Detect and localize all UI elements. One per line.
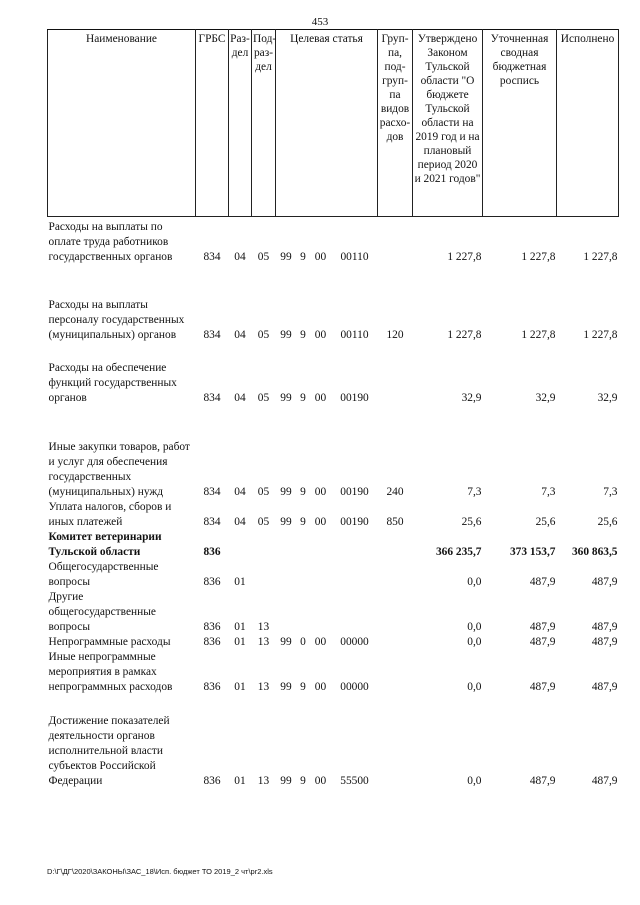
row-group — [378, 220, 413, 265]
row-spacer — [48, 695, 619, 711]
header-executed: Исполнено — [557, 30, 619, 217]
row-razdel: 04 — [234, 516, 246, 528]
row-executed: 487,9 — [591, 621, 618, 633]
row-target-subprogram: 00 — [314, 329, 327, 341]
row-refined: 487,9 — [529, 576, 556, 588]
row-target-direction: 55500 — [340, 775, 369, 787]
row-group — [378, 530, 413, 560]
row-approved: 0,0 — [467, 681, 482, 693]
table-row — [48, 530, 619, 560]
row-razdel: 04 — [234, 486, 246, 498]
table-row — [48, 711, 619, 789]
row-executed: 487,9 — [591, 576, 618, 588]
header-name: Наименование — [48, 30, 196, 217]
row-podrazdel: 13 — [257, 636, 270, 648]
page-number: 453 — [311, 16, 329, 28]
row-executed: 1 227,8 — [583, 251, 618, 263]
row-target-program — [276, 560, 297, 590]
row-target-program: 99 — [280, 392, 292, 404]
row-target-subprogram: 00 — [314, 636, 327, 648]
row-approved: 0,0 — [467, 775, 482, 787]
row-name: Достижение показателей деятельности органов исполнительной власти субъектов Российской Федерации — [48, 715, 170, 787]
row-name: Общегосударственные вопросы — [48, 561, 159, 588]
row-name: Расходы на обеспечение функций государственных органов — [48, 362, 177, 404]
row-target-type: 9 — [300, 251, 306, 263]
row-spacer — [48, 406, 619, 422]
row-podrazdel: 05 — [257, 251, 270, 263]
row-group — [378, 711, 413, 789]
row-group: 850 — [386, 516, 404, 528]
row-razdel: 04 — [234, 392, 246, 404]
row-grbs: 836 — [203, 546, 221, 558]
row-razdel: 01 — [234, 576, 246, 588]
row-approved: 0,0 — [467, 621, 482, 633]
row-target-type: 0 — [300, 636, 306, 648]
row-approved: 1 227,8 — [447, 251, 482, 263]
header-target: Целевая статья — [276, 30, 378, 217]
row-target-subprogram: 00 — [314, 775, 327, 787]
file-path-footer: D:\Г\ДГ\2020\ЗАКОНЫ\ЗАС_18\Исп. бюджет ТО 2019_2 чт\pr2.xls — [47, 867, 273, 876]
row-name: Непрограммные расходы — [48, 636, 171, 648]
row-target-program: 99 — [280, 681, 292, 693]
table-row — [48, 590, 619, 635]
row-refined: 1 227,8 — [521, 329, 556, 341]
row-approved: 32,9 — [461, 392, 482, 404]
row-razdel: 04 — [234, 329, 246, 341]
header-refined: Уточненная сводная бюджетная роспись — [483, 30, 557, 217]
header-grbs: ГРБС — [196, 30, 229, 217]
row-target-direction: 00000 — [340, 636, 369, 648]
row-approved: 366 235,7 — [435, 546, 482, 558]
row-name: Иные закупки товаров, работ и услуг для обеспечения государственных (муниципальных) нужд — [48, 441, 190, 498]
row-target-subprogram: 00 — [314, 486, 327, 498]
row-razdel: 01 — [234, 621, 246, 633]
row-target-subprogram — [310, 560, 332, 590]
header-razdel: Раз-дел — [229, 30, 252, 217]
row-grbs: 836 — [203, 621, 221, 633]
row-target-subprogram: 00 — [314, 251, 327, 263]
row-spacer-cell — [48, 695, 619, 711]
row-grbs: 836 — [203, 775, 221, 787]
row-group — [378, 635, 413, 650]
row-podrazdel: 13 — [257, 621, 270, 633]
row-spacer-cell — [48, 406, 619, 422]
row-group — [378, 590, 413, 635]
row-target-type: 9 — [300, 392, 306, 404]
row-approved: 1 227,8 — [447, 329, 482, 341]
row-target-direction — [332, 560, 378, 590]
row-name: Расходы на выплаты персоналу государственных (муниципальных) органов — [48, 299, 185, 341]
header-podrazdel: Под-раз-дел — [252, 30, 276, 217]
table-row — [48, 422, 619, 500]
row-approved: 0,0 — [467, 636, 482, 648]
row-group — [378, 359, 413, 406]
row-approved: 0,0 — [467, 576, 482, 588]
row-group: 240 — [386, 486, 404, 498]
row-podrazdel — [252, 560, 276, 590]
row-grbs: 834 — [203, 251, 221, 263]
row-name: Комитет ветеринарии Тульской области — [48, 531, 162, 558]
table-row — [48, 500, 619, 530]
table-row — [48, 560, 619, 590]
row-target-type: 9 — [300, 516, 306, 528]
row-spacer — [48, 343, 619, 359]
row-podrazdel: 13 — [257, 775, 270, 787]
row-razdel: 01 — [234, 775, 246, 787]
row-target-type — [297, 530, 310, 560]
row-executed: 487,9 — [591, 775, 618, 787]
row-spacer — [48, 265, 619, 281]
row-target-direction — [332, 590, 378, 635]
row-target-program: 99 — [280, 775, 292, 787]
row-target-type: 9 — [300, 486, 306, 498]
row-target-program — [276, 590, 297, 635]
table-row — [48, 650, 619, 695]
row-target-subprogram — [310, 530, 332, 560]
row-grbs: 836 — [203, 681, 221, 693]
row-podrazdel: 05 — [257, 516, 270, 528]
row-target-direction: 00190 — [340, 516, 369, 528]
row-target-type: 9 — [300, 775, 306, 787]
row-spacer-cell — [48, 265, 619, 281]
row-executed: 25,6 — [597, 516, 618, 528]
row-group: 120 — [386, 329, 404, 341]
row-razdel — [229, 530, 252, 560]
row-refined: 487,9 — [529, 621, 556, 633]
row-refined: 1 227,8 — [521, 251, 556, 263]
budget-table — [47, 29, 619, 789]
row-podrazdel: 05 — [257, 486, 270, 498]
row-approved: 7,3 — [467, 486, 482, 498]
row-target-direction: 00190 — [340, 392, 369, 404]
row-refined: 487,9 — [529, 775, 556, 787]
row-refined: 373 153,7 — [509, 546, 556, 558]
row-name: Другие общегосударственные вопросы — [48, 591, 156, 633]
row-target-program: 99 — [280, 636, 292, 648]
row-group — [378, 560, 413, 590]
row-target-direction: 00110 — [340, 251, 369, 263]
row-executed: 487,9 — [591, 636, 618, 648]
row-group — [378, 650, 413, 695]
row-target-direction — [332, 530, 378, 560]
row-executed: 360 863,5 — [571, 546, 618, 558]
table-row — [48, 281, 619, 343]
row-target-subprogram: 00 — [314, 681, 327, 693]
row-razdel: 01 — [234, 636, 246, 648]
row-razdel: 04 — [234, 251, 246, 263]
row-executed: 7,3 — [603, 486, 618, 498]
row-grbs: 836 — [203, 576, 221, 588]
row-target-subprogram — [310, 590, 332, 635]
row-podrazdel: 13 — [257, 681, 270, 693]
row-grbs: 834 — [203, 392, 221, 404]
header-approved: Утверждено Законом Тульской области "О бюджете Тульской области на 2019 год и на плановый период 2020 и 2021 годов" — [413, 30, 483, 217]
table-row — [48, 635, 619, 650]
row-target-program: 99 — [280, 486, 292, 498]
row-executed: 32,9 — [597, 392, 618, 404]
row-podrazdel: 05 — [257, 392, 270, 404]
row-name: Уплата налогов, сборов и иных платежей — [48, 501, 172, 528]
table-row — [48, 359, 619, 406]
row-target-type: 9 — [300, 681, 306, 693]
row-name: Иные непрограммные мероприятия в рамках непрограммных расходов — [48, 651, 173, 693]
row-refined: 7,3 — [541, 486, 556, 498]
row-target-type — [297, 590, 310, 635]
row-target-type: 9 — [300, 329, 306, 341]
row-refined: 32,9 — [535, 392, 556, 404]
row-target-subprogram: 00 — [314, 392, 327, 404]
table-body — [48, 217, 619, 790]
row-razdel: 01 — [234, 681, 246, 693]
table-row — [48, 220, 619, 265]
row-refined: 487,9 — [529, 681, 556, 693]
row-name: Расходы на выплаты по оплате труда работников государственных органов — [48, 221, 173, 263]
row-podrazdel: 05 — [257, 329, 270, 341]
header-group: Груп-па, под-груп-па видов расхо-дов — [378, 30, 413, 217]
row-grbs: 836 — [203, 636, 221, 648]
row-target-type — [297, 560, 310, 590]
row-target-program — [276, 530, 297, 560]
row-approved: 25,6 — [461, 516, 482, 528]
row-target-program: 99 — [280, 251, 292, 263]
row-refined: 25,6 — [535, 516, 556, 528]
row-target-program: 99 — [280, 329, 292, 341]
row-grbs: 834 — [203, 329, 221, 341]
row-target-direction: 00110 — [340, 329, 369, 341]
row-spacer-cell — [48, 343, 619, 359]
row-target-direction: 00190 — [340, 486, 369, 498]
row-grbs: 834 — [203, 486, 221, 498]
row-refined: 487,9 — [529, 636, 556, 648]
row-podrazdel — [252, 530, 276, 560]
row-target-subprogram: 00 — [314, 516, 327, 528]
row-executed: 487,9 — [591, 681, 618, 693]
table-header-row — [48, 30, 619, 217]
row-executed: 1 227,8 — [583, 329, 618, 341]
row-target-program: 99 — [280, 516, 292, 528]
row-target-direction: 00000 — [340, 681, 369, 693]
row-grbs: 834 — [203, 516, 221, 528]
